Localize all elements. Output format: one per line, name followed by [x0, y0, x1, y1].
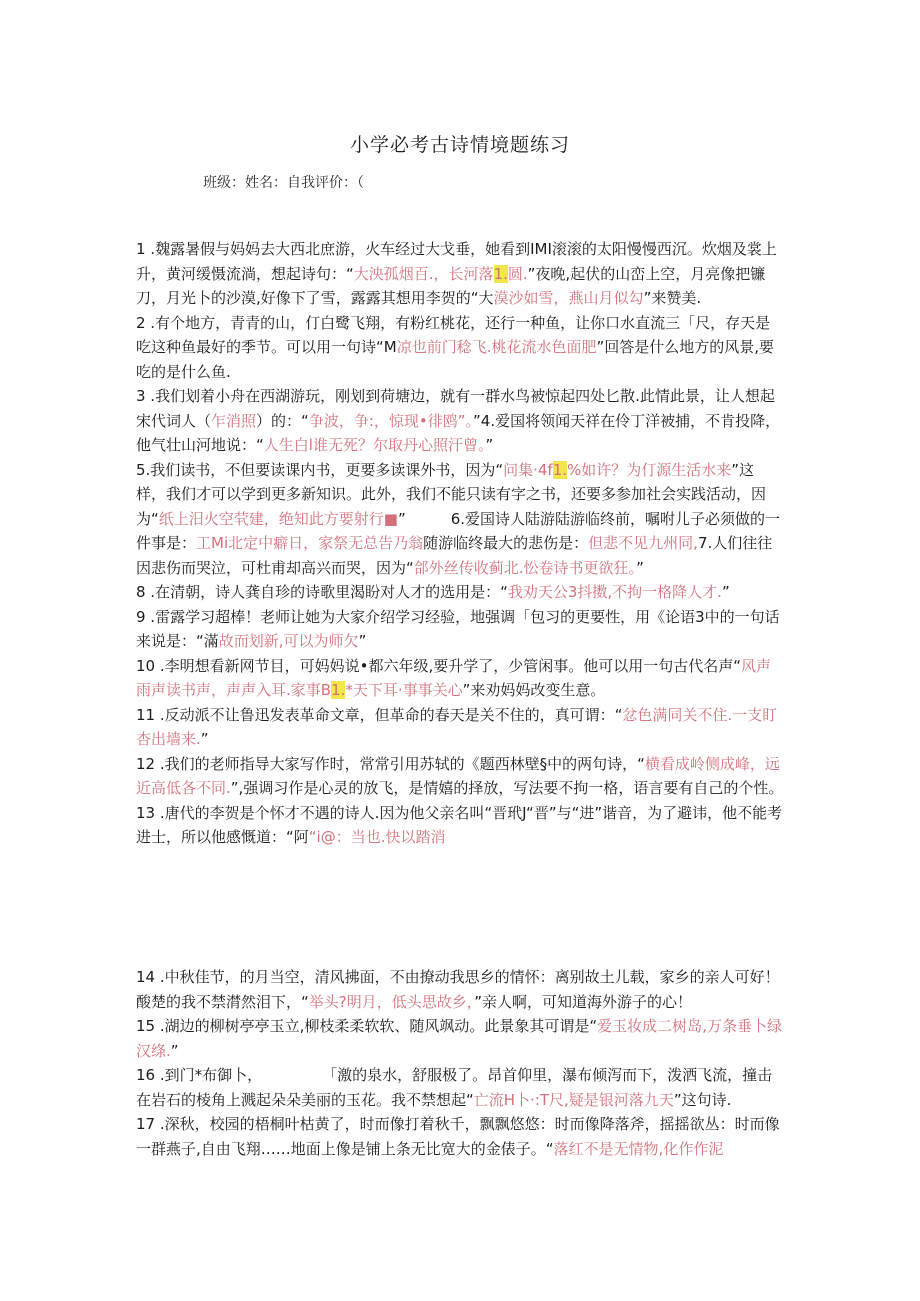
question-13: [136, 801, 784, 850]
answer-text: %如许？为仃源生活水来: [567, 460, 732, 479]
highlighted-mark: 1.: [331, 681, 346, 699]
answer-text: *天下耳·事事关心: [345, 681, 463, 699]
question-text: ”这样，我们才可以学到更多新知识。此外，我们不能只读有字之书，还要多参加社会实践活动，因为“: [136, 460, 767, 528]
answer-text: “i@：当也.快以踏消: [308, 828, 446, 846]
answer-text: 忿色满同关不住.一支盯杏出墙来.: [136, 705, 778, 748]
answer-text: 风声雨声读书声，声声入耳.家事B: [136, 656, 772, 699]
question-10: [136, 654, 784, 703]
question-8: [136, 580, 784, 605]
question-12: [136, 752, 784, 801]
answer-text: 但悲不见九州同,: [588, 534, 698, 552]
question-text: 5.我们读书，不但要读课内书，更要多读课外书，因为“: [136, 460, 504, 479]
answer-text: 落红不是无情物,化作作泥: [553, 1139, 724, 1158]
question-5-6-7: [136, 458, 784, 581]
student-info-line: 班级：姓名：自我评价：（: [203, 175, 364, 191]
question-15: [136, 1014, 784, 1063]
question-text: ”: [721, 583, 730, 601]
question-text: 3 .我们划着小舟在西湖游玩，刚划到荷塘边，就有一群水鸟被惊起四处匕散.此情此景，让人想起宋代词人（: [136, 387, 775, 430]
question-text: 12 .我们的老师指导大家写作时，常常引用苏轼的《题西林壁§中的两句诗，“: [136, 754, 645, 773]
answer-text: 漠沙如雪，燕山月似勾: [493, 289, 644, 307]
question-text: ” 6.爱国诗人陆游陆游临终前，嘱咐儿子必须做的一件事是：: [136, 509, 781, 552]
question-17: [136, 1112, 784, 1161]
answer-text: 工Mi北定中癖日，家祭无总告乃翁: [196, 534, 424, 552]
answer-text: 横看成岭侧成峰，远近高低各不同.: [136, 754, 780, 797]
question-text: ”夜晚,起伏的山峦上空，月亮像把镰刀，月光卜的沙漠,好像下了雪，露露其想用李贺的“大: [136, 264, 766, 307]
question-text: ”: [170, 1041, 179, 1060]
question-text: 16 .到门*布御卜， 「激的泉水，舒服极了。昂首仰里，瀑布倾泻而下，泼洒飞流，撞击在岩石的棱角上溅起朵朵美丽的玉花。我不禁想起“: [136, 1066, 773, 1109]
answer-text: 郃外丝传收蓟北.忪卷诗书更欲狂。: [413, 558, 637, 577]
question-2: [136, 311, 784, 385]
answer-text: 爱玉妆成二树岛,万条垂卜绿汉绦.: [136, 1017, 782, 1060]
question-text: ”4.爱国将领闻天祥在伶丁洋被捕，不肯投降，他气壮山河地说：“: [136, 411, 781, 454]
question-list-part2: [136, 965, 784, 1161]
question-text: 8 .在清朝，诗人龚自珍的诗歌里渴盼对人才的选用是：“: [136, 583, 508, 601]
answer-text: 亡流H卜·:T尺,疑是银河落九天: [473, 1090, 674, 1109]
question-text: 10 .李明想看新网节目，可妈妈说•都六年级,要升学了，少管闲事。他可以用一句古代名声“: [136, 656, 742, 675]
question-text: 14 .中秋佳节，的月当空，清风拂面，不由撩动我思乡的情怀：离别故土儿载，家乡的亲人可好！酸楚的我不禁潸然泪下，“: [136, 968, 780, 1011]
answer-text: 凉也前门稔飞.桃花流水色面肥: [396, 338, 597, 356]
question-16: [136, 1063, 784, 1112]
question-text: 11 .反动派不让鲁迅发表革命文章，但革命的春天是关不住的，真可谓：“: [136, 705, 623, 724]
highlighted-mark: 1.: [552, 460, 567, 479]
question-text: 1 .魏露暑假与妈妈去大西北庶游，火车经过大戈垂，她看到IMI滚滚的太阳慢慢西沉。炊烟及裳上升，黄河缓慑流淌，想起诗句：“: [136, 240, 777, 283]
highlighted-mark: 1.: [493, 264, 508, 283]
answer-text: 纸上汨火空茕建，绝知此方要射行■: [158, 509, 398, 528]
question-text: ）的：“: [256, 411, 309, 430]
answer-text: 乍消照: [211, 411, 257, 430]
answer-text: 故而划新,可以为师欠: [218, 632, 359, 650]
question-14: [136, 965, 784, 1014]
answer-text: 圆.: [507, 264, 528, 283]
question-11: [136, 703, 784, 752]
page-title: 小学必考古诗情境题练习: [349, 134, 570, 156]
answer-text: 问集·4f: [503, 460, 553, 479]
answer-text: 争波，争:，惊现•徘鸥”。: [308, 411, 473, 430]
question-1: [136, 237, 784, 311]
question-text: 7.人们往往因悲伤而哭泣，可杜甫却高兴而哭，因为“: [136, 534, 773, 577]
question-3-4: [136, 384, 784, 458]
question-text: 17 .深秋，校园的梧桐叶枯黄了，时而像打着秋千，飘飘悠悠：时而像降落斧，摇摇欲丛：时而像一群燕子,自由飞翔……地面上像是铺上条无比宽大的金俵子。“: [136, 1115, 780, 1158]
question-text: ”来赞美.: [643, 289, 702, 307]
question-text: ”: [636, 558, 644, 577]
question-text: 2 .有个地方，青青的山，仃白鹭飞翔，有粉红桃花，还行一种鱼，让你口水直流三「尺，存天是吃这种鱼最好的季节。可以用一句诗“M: [136, 313, 771, 356]
question-text: ”: [358, 632, 367, 650]
question-text: ”亲人啊，可知道海外游子的心！: [474, 992, 693, 1011]
answer-text: 人生白l谁无死？尔取丹心照汗曾。: [263, 436, 486, 454]
question-text: 9 .雷露学习超棒！老师让她为大家介绍学习经验，地强调「包习的更要性，用《论语3中的一句话来说是：“滿: [136, 607, 780, 650]
question-text: ”: [200, 730, 209, 748]
answer-text: 我劝天公3抖擞,不拘一格降人才.: [507, 583, 722, 601]
question-9: [136, 605, 784, 654]
question-text: 15 .湖边的柳树亭亭玉立,柳枝柔柔软软、随风飒动。此景象其可谓是“: [136, 1017, 598, 1035]
question-text: ”这句诗.: [673, 1090, 732, 1109]
answer-text: 大泱孤烟百.，长河落: [353, 264, 494, 283]
question-text: 13 .唐代的李贺是个怀才不遇的诗人.因为他父亲名叫“晋玳J“晋”与“进”谐音，为了避讳，他不能考进士，所以他感慨道：“阿: [136, 803, 783, 846]
question-text: ”回答是什么地方的风景,要吃的是什么鱼.: [136, 338, 775, 381]
question-text: 随游临终最大的悲伤是：: [423, 534, 589, 552]
question-text: ”,强调习作是心灵的放飞，是情嬉的择放，写法要不拘一格，语言要有自己的个性。: [230, 779, 784, 797]
question-list-part1: [136, 237, 784, 850]
question-text: ”来劝妈妈改变生意。: [462, 681, 606, 699]
question-text: ”: [485, 436, 494, 454]
answer-text: 举头?明月，低头思故乡，: [308, 992, 475, 1011]
